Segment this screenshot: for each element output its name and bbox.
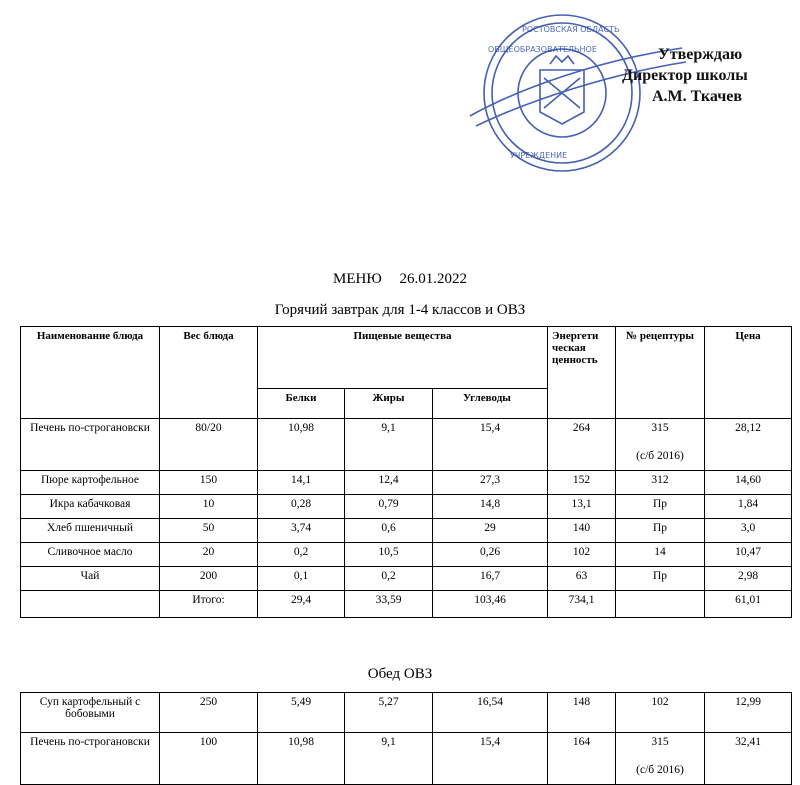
cell-energy: 264 — [548, 419, 616, 471]
approval-signatory: А.М. Ткачев — [652, 88, 743, 105]
lunch-section-title: Обед ОВЗ — [367, 666, 433, 682]
cell-carbs: 15,4 — [433, 419, 548, 471]
cell-weight: 20 — [160, 543, 258, 567]
cell-proteins: 14,1 — [258, 471, 345, 495]
cell-total-fats: 33,59 — [345, 591, 433, 618]
cell-name: Печень по-строгановски — [21, 419, 160, 471]
menu-title — [0, 271, 800, 288]
cell-energy: 152 — [548, 471, 616, 495]
cell-weight: 200 — [160, 567, 258, 591]
cell-proteins: 5,49 — [258, 693, 345, 733]
total-row — [21, 591, 792, 618]
table-row — [21, 693, 792, 733]
cell-total-label: Итого: — [160, 591, 258, 618]
cell-fats: 10,5 — [345, 543, 433, 567]
cell-energy: 102 — [548, 543, 616, 567]
cell-carbs: 16,7 — [433, 567, 548, 591]
cell-name: Сливочное масло — [21, 543, 160, 567]
cell-carbs: 15,4 — [433, 733, 548, 785]
cell-recipe: 14 — [616, 543, 705, 567]
cell-recipe: 312 — [616, 471, 705, 495]
cell-proteins: 3,74 — [258, 519, 345, 543]
table-row — [21, 495, 792, 519]
breakfast-menu-table — [20, 326, 792, 618]
cell-carbs: 16,54 — [433, 693, 548, 733]
cell-proteins: 10,98 — [258, 733, 345, 785]
cell-carbs: 0,26 — [433, 543, 548, 567]
svg-text:УЧРЕЖДЕНИЕ: УЧРЕЖДЕНИЕ — [510, 151, 568, 160]
table-row — [21, 419, 792, 471]
cell-fats: 0,6 — [345, 519, 433, 543]
cell-total-recipe — [616, 591, 705, 618]
cell-proteins: 0,2 — [258, 543, 345, 567]
table-row — [21, 543, 792, 567]
cell-carbs: 14,8 — [433, 495, 548, 519]
approval-heading: Утверждаю — [658, 46, 743, 63]
cell-fats: 12,4 — [345, 471, 433, 495]
svg-text:РОСТОВСКАЯ ОБЛАСТЬ: РОСТОВСКАЯ ОБЛАСТЬ — [522, 25, 620, 34]
cell-fats: 0,2 — [345, 567, 433, 591]
cell-weight: 50 — [160, 519, 258, 543]
cell-name: Хлеб пшеничный — [21, 519, 160, 543]
header-nutrients: Пищевые вещества — [258, 327, 548, 389]
cell-weight: 10 — [160, 495, 258, 519]
cell-proteins: 0,1 — [258, 567, 345, 591]
cell-total-price: 61,01 — [705, 591, 792, 618]
table-row — [21, 567, 792, 591]
cell-weight: 80/20 — [160, 419, 258, 471]
cell-recipe: Пр — [616, 567, 705, 591]
approval-block — [622, 44, 748, 107]
table-row — [21, 733, 792, 785]
cell-recipe — [616, 733, 705, 785]
header-proteins: Белки — [258, 389, 345, 419]
header-recipe-number: № рецептуры — [616, 327, 705, 419]
cell-price: 3,0 — [705, 519, 792, 543]
cell-weight: 100 — [160, 733, 258, 785]
cell-empty — [21, 591, 160, 618]
cell-energy: 140 — [548, 519, 616, 543]
cell-fats: 0,79 — [345, 495, 433, 519]
cell-price: 14,60 — [705, 471, 792, 495]
approval-position: Директор школы — [622, 67, 748, 84]
cell-recipe: 102 — [616, 693, 705, 733]
cell-weight: 150 — [160, 471, 258, 495]
cell-name: Печень по-строгановски — [21, 733, 160, 785]
cell-energy: 63 — [548, 567, 616, 591]
breakfast-section-title: Горячий завтрак для 1-4 классов и ОВЗ — [274, 302, 526, 318]
header-carbs: Углеводы — [433, 389, 548, 419]
cell-weight: 250 — [160, 693, 258, 733]
header-energy: Энергети ческая ценность — [548, 327, 616, 419]
cell-name: Икра кабачковая — [21, 495, 160, 519]
cell-price: 28,12 — [705, 419, 792, 471]
lunch-menu-table — [20, 692, 792, 785]
header-weight: Вес блюда — [160, 327, 258, 419]
menu-date: 26.01.2022 — [399, 271, 467, 287]
svg-text:ОБЩЕОБРАЗОВАТЕЛЬНОЕ: ОБЩЕОБРАЗОВАТЕЛЬНОЕ — [488, 45, 597, 54]
cell-price: 12,99 — [705, 693, 792, 733]
cell-total-energy: 734,1 — [548, 591, 616, 618]
header-fats: Жиры — [345, 389, 433, 419]
cell-proteins: 10,98 — [258, 419, 345, 471]
header-dish-name: Наименование блюда — [21, 327, 160, 419]
recipe-source-note: (с/б 2016) — [636, 450, 684, 462]
recipe-source-note: (с/б 2016) — [636, 764, 684, 776]
cell-fats: 9,1 — [345, 733, 433, 785]
cell-carbs: 27,3 — [433, 471, 548, 495]
header-price: Цена — [705, 327, 792, 419]
cell-carbs: 29 — [433, 519, 548, 543]
cell-name: Чай — [21, 567, 160, 591]
cell-energy: 13,1 — [548, 495, 616, 519]
recipe-number: 315 — [651, 736, 669, 748]
cell-energy: 148 — [548, 693, 616, 733]
cell-name: Суп картофельный с бобовыми — [21, 693, 160, 733]
cell-price: 10,47 — [705, 543, 792, 567]
cell-total-carbs: 103,46 — [433, 591, 548, 618]
cell-price: 2,98 — [705, 567, 792, 591]
cell-fats: 5,27 — [345, 693, 433, 733]
cell-recipe: Пр — [616, 519, 705, 543]
cell-energy: 164 — [548, 733, 616, 785]
table-row — [21, 471, 792, 495]
cell-recipe: Пр — [616, 495, 705, 519]
cell-fats: 9,1 — [345, 419, 433, 471]
cell-name: Пюре картофельное — [21, 471, 160, 495]
cell-recipe — [616, 419, 705, 471]
cell-proteins: 0,28 — [258, 495, 345, 519]
cell-price: 32,41 — [705, 733, 792, 785]
cell-total-proteins: 29,4 — [258, 591, 345, 618]
cell-price: 1,84 — [705, 495, 792, 519]
recipe-number: 315 — [651, 422, 669, 434]
table-row — [21, 519, 792, 543]
menu-label: МЕНЮ — [333, 271, 382, 287]
